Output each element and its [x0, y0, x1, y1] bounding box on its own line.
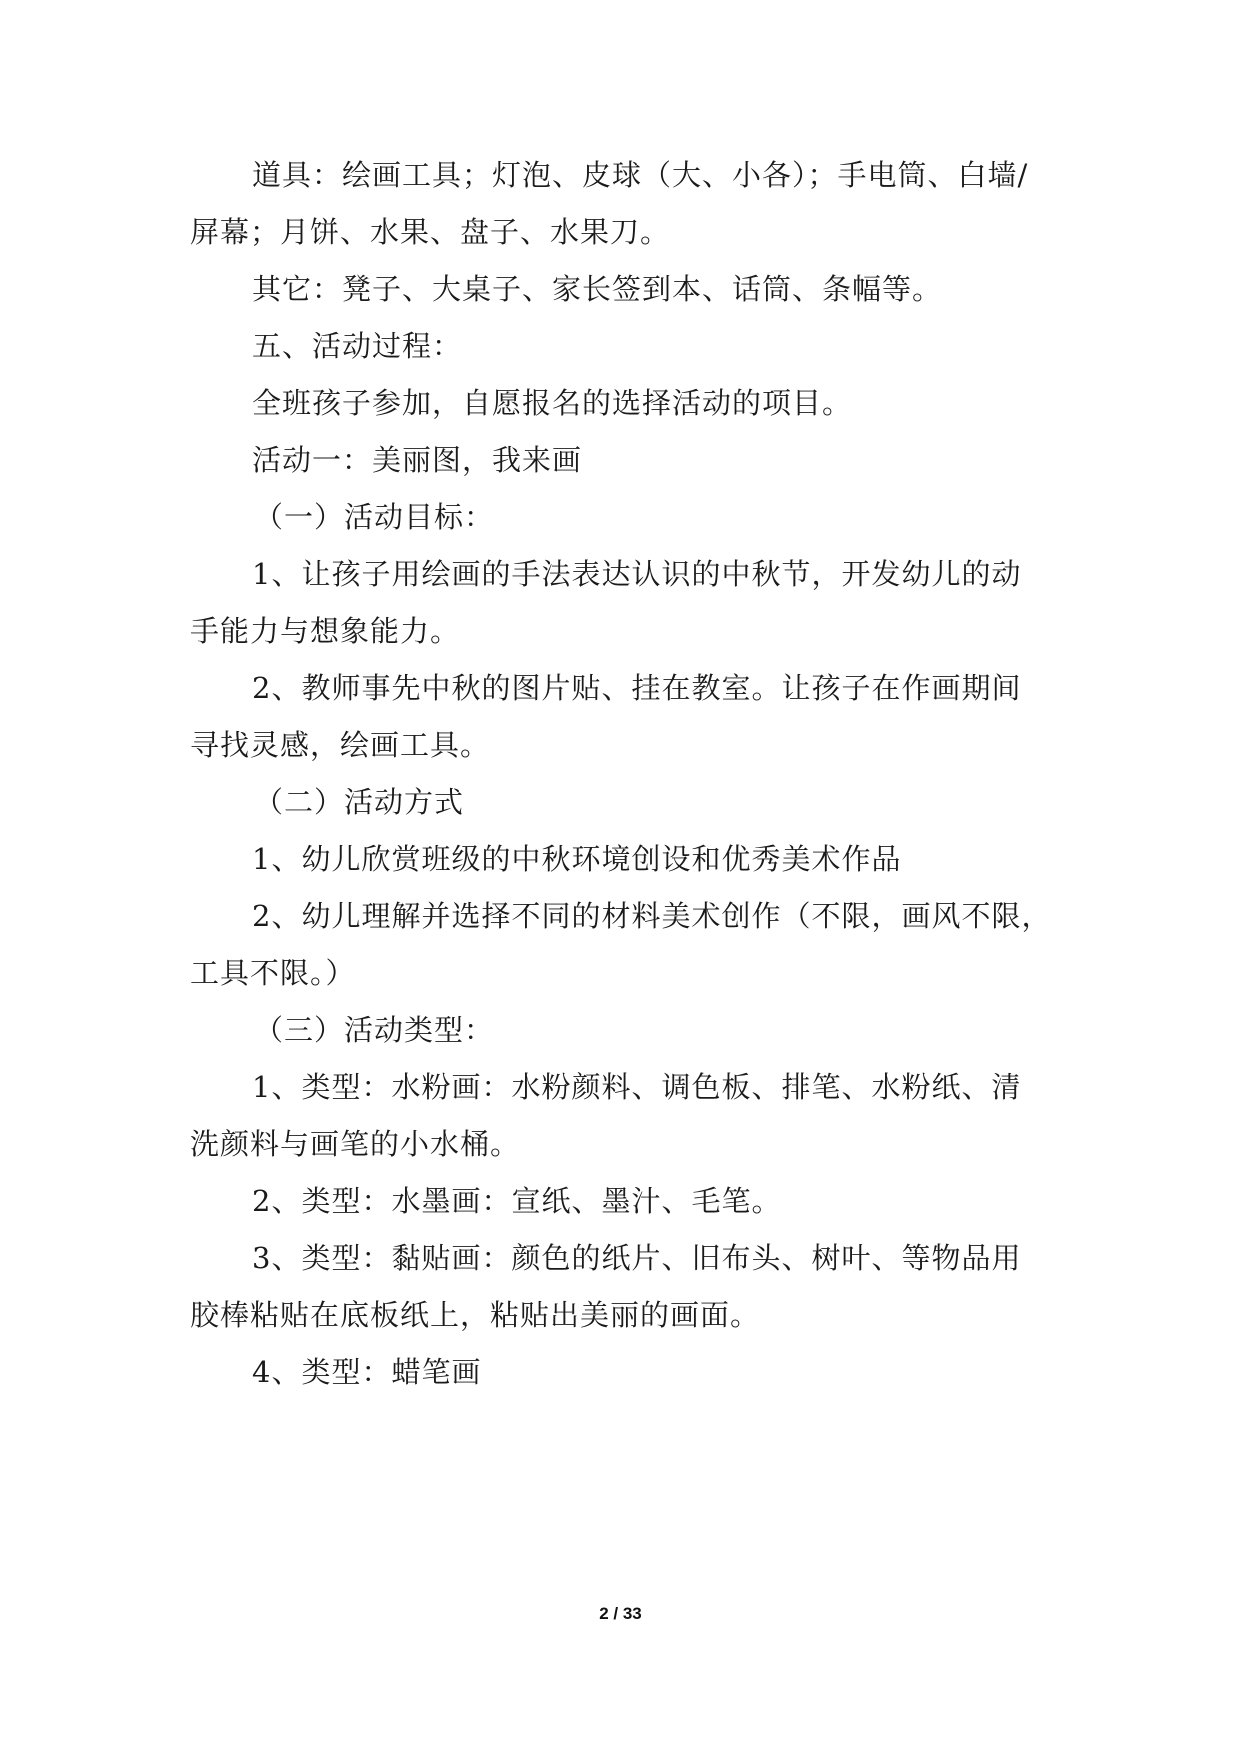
subsection-heading: （一）活动目标： [254, 500, 495, 534]
paragraph-line: 道具：绘画工具；灯泡、皮球（大、小各）；手电筒、白墙/ [252, 158, 1029, 192]
paragraph-line: 其它：凳子、大桌子、家长签到本、话筒、条幅等。 [252, 272, 943, 306]
activity-heading: 活动一：美丽图，我来画 [252, 443, 583, 477]
paragraph-line: 3、类型：黏贴画：颜色的纸片、旧布头、树叶、等物品用 [252, 1241, 1022, 1275]
section-heading: 五、活动过程： [252, 329, 463, 363]
paragraph-line: 2、教师事先中秋的图片贴、挂在教室。让孩子在作画期间 [252, 671, 1022, 705]
paragraph-line: 胶棒粘贴在底板纸上，粘贴出美丽的画面。 [190, 1298, 761, 1332]
paragraph-line: 全班孩子参加，自愿报名的选择活动的项目。 [252, 386, 853, 420]
paragraph-line: 寻找灵感，绘画工具。 [190, 728, 491, 762]
paragraph-line: 1、类型：水粉画：水粉颜料、调色板、排笔、水粉纸、清 [252, 1070, 1022, 1104]
paragraph-line: 1、让孩子用绘画的手法表达认识的中秋节，开发幼儿的动 [252, 557, 1022, 591]
subsection-heading: （二）活动方式 [254, 785, 465, 819]
paragraph-line: 2、类型：水墨画：宣纸、墨汁、毛笔。 [252, 1184, 782, 1218]
paragraph-line: 屏幕；月饼、水果、盘子、水果刀。 [190, 215, 671, 249]
subsection-heading: （三）活动类型： [254, 1013, 495, 1047]
paragraph-line: 手能力与想象能力。 [190, 614, 461, 648]
paragraph-line: 2、幼儿理解并选择不同的材料美术创作（不限，画风不限， [252, 899, 1052, 933]
paragraph-line: 洗颜料与画笔的小水桶。 [190, 1127, 521, 1161]
paragraph-line: 工具不限。） [190, 956, 356, 990]
paragraph-line: 4、类型：蜡笔画 [252, 1355, 482, 1389]
page-number: 2 / 33 [599, 1604, 642, 1623]
paragraph-line: 1、幼儿欣赏班级的中秋环境创设和优秀美术作品 [252, 842, 902, 876]
